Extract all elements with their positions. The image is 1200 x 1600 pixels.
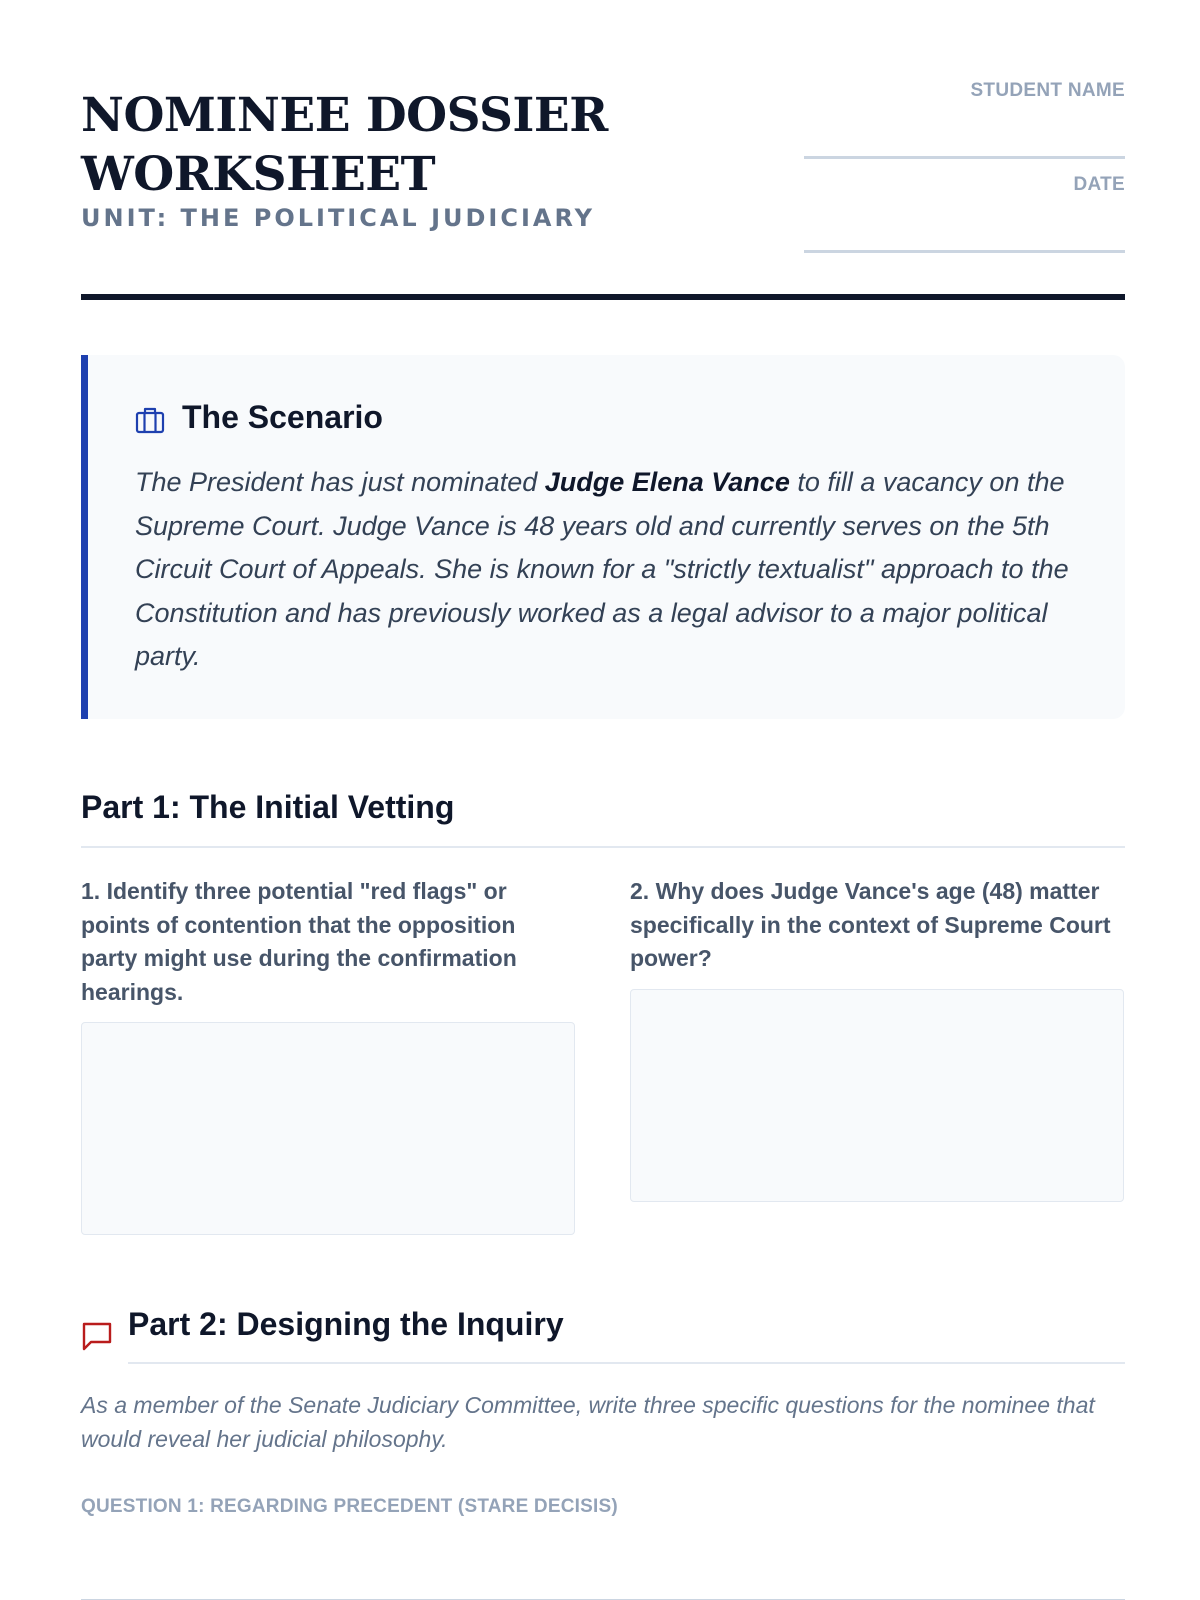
student-name-field[interactable] bbox=[804, 80, 1125, 160]
part2-instructions: As a member of the Senate Judiciary Committee, write three specific questions for the nominee that would reveal her judicial philosophy. bbox=[81, 1392, 1095, 1452]
scenario-card bbox=[81, 355, 1125, 719]
question-1-text: 1. Identify three potential "red flags" or points of contention that the opposition party might use during the confirmation hearings. bbox=[81, 878, 517, 1005]
date-line[interactable] bbox=[804, 250, 1125, 253]
part2-divider bbox=[128, 1362, 1125, 1364]
part1-divider bbox=[81, 846, 1125, 848]
worksheet-header bbox=[81, 80, 1125, 302]
worksheet-page bbox=[81, 0, 1125, 1600]
briefcase-icon bbox=[135, 405, 165, 435]
student-name-label: STUDENT NAME bbox=[970, 80, 1125, 101]
unit-subtitle: UNIT: THE POLITICAL JUDICIARY bbox=[81, 204, 596, 232]
scenario-text bbox=[135, 461, 1075, 679]
scenario-text-end: to fill a vacancy on the Supreme Court. Judge Vance is 48 years old and currently serves on the 5th Circuit Court of Appeals. She is known for a "strictly textualist" approach to the Constitution and has previously worked as a legal advisor to a major political party. bbox=[135, 467, 1069, 671]
page-title: NOMINEE DOSSIER WORKSHEET bbox=[81, 88, 608, 202]
header-divider bbox=[81, 294, 1125, 300]
date-field[interactable] bbox=[804, 174, 1125, 254]
scenario-text-start: The President has just nominated bbox=[135, 467, 545, 497]
question-2 bbox=[630, 875, 1124, 976]
part2-heading: Part 2: Designing the Inquiry bbox=[128, 1306, 564, 1342]
part1-heading: Part 1: The Initial Vetting bbox=[81, 789, 455, 825]
question-1 bbox=[81, 875, 575, 1009]
student-name-line[interactable] bbox=[804, 156, 1125, 159]
scenario-title: The Scenario bbox=[182, 399, 383, 435]
answer-box-1[interactable] bbox=[81, 1022, 575, 1235]
date-label: DATE bbox=[1073, 174, 1125, 195]
nominee-name: Judge Elena Vance bbox=[544, 467, 790, 497]
question-2-text: 2. Why does Judge Vance's age (48) matter specifically in the context of Supreme Court power? bbox=[630, 878, 1111, 971]
answer-box-2[interactable] bbox=[630, 989, 1124, 1202]
chat-bubble-icon bbox=[81, 1320, 113, 1352]
inquiry-question-1-label: QUESTION 1: REGARDING PRECEDENT (STARE DECISIS) bbox=[81, 1496, 618, 1517]
